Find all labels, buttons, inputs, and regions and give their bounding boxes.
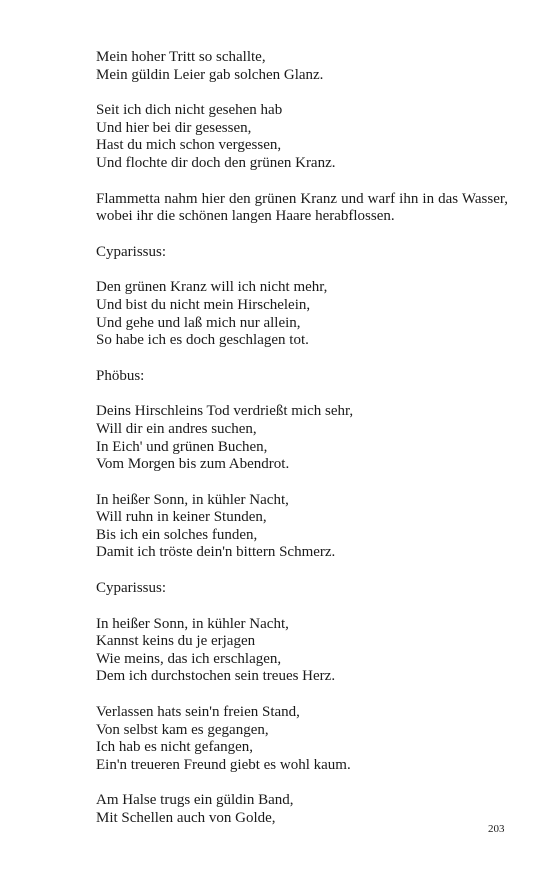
verse-line: Verlassen hats sein'n freien Stand,	[96, 704, 300, 721]
verse-line: So habe ich es doch geschlagen tot.	[96, 332, 309, 349]
speaker-name: Cyparissus:	[96, 580, 167, 597]
verse-line: Mein güldin Leier gab solchen Glanz.	[96, 66, 324, 83]
verse-stanza	[96, 49, 508, 84]
verse-line: Am Halse trugs ein güldin Band,	[96, 792, 294, 809]
verse-line: Und flochte dir doch den grünen Kranz.	[96, 154, 336, 171]
verse-line: Vom Morgen bis zum Abendrot.	[96, 456, 290, 473]
verse-line: In Eich' und grünen Buchen,	[96, 438, 268, 455]
page-body	[96, 49, 508, 846]
verse-line: Ein'n treueren Freund giebt es wohl kaum.	[96, 756, 351, 773]
verse-line: Deins Hirschleins Tod verdrießt mich sehr,	[96, 403, 354, 420]
verse-line: Hast du mich schon vergessen,	[96, 137, 282, 154]
verse-line: Mit Schellen auch von Golde,	[96, 810, 276, 826]
verse-line: Wie meins, das ich erschlagen,	[96, 650, 282, 667]
verse-line: Den grünen Kranz will ich nicht mehr,	[96, 279, 328, 296]
verse-line: Und gehe und laß mich nur allein,	[96, 314, 301, 331]
speaker-label	[96, 368, 508, 386]
verse-stanza	[96, 616, 508, 686]
verse-line: In heißer Sonn, in kühler Nacht,	[96, 615, 289, 632]
speaker-name: Phöbus:	[96, 367, 145, 384]
page-number: 203	[488, 823, 505, 835]
speaker-name: Cyparissus:	[96, 243, 167, 260]
verse-stanza	[96, 279, 508, 349]
verse-line: Mein hoher Tritt so schallte,	[96, 49, 266, 65]
verse-line: Und hier bei dir gesessen,	[96, 119, 252, 136]
stage-direction-paragraph: Flammetta nahm hier den grünen Kranz und warf ihn in das Wasser, wobei ihr die schönen langen Haare herabflossen.	[96, 190, 508, 225]
verse-line: Dem ich durchstochen sein treues Herz.	[96, 668, 336, 685]
speaker-label	[96, 580, 508, 598]
speaker-label	[96, 244, 508, 262]
verse-line: Und bist du nicht mein Hirschelein,	[96, 296, 311, 313]
verse-line: Seit ich dich nicht gesehen hab	[96, 102, 283, 119]
verse-line: In heißer Sonn, in kühler Nacht,	[96, 491, 289, 508]
verse-line: Will dir ein andres suchen,	[96, 420, 257, 437]
verse-line: Will ruhn in keiner Stunden,	[96, 509, 267, 526]
verse-stanza	[96, 792, 508, 827]
verse-stanza	[96, 403, 508, 473]
verse-line: Ich hab es nicht gefangen,	[96, 739, 254, 756]
verse-line: Damit ich tröste dein'n bittern Schmerz.	[96, 544, 336, 561]
verse-line: Von selbst kam es gegangen,	[96, 721, 269, 738]
verse-line: Kannst keins du je erjagen	[96, 633, 256, 650]
verse-stanza	[96, 102, 508, 172]
verse-stanza	[96, 492, 508, 562]
verse-line: Bis ich ein solches funden,	[96, 526, 258, 543]
verse-stanza	[96, 704, 508, 774]
